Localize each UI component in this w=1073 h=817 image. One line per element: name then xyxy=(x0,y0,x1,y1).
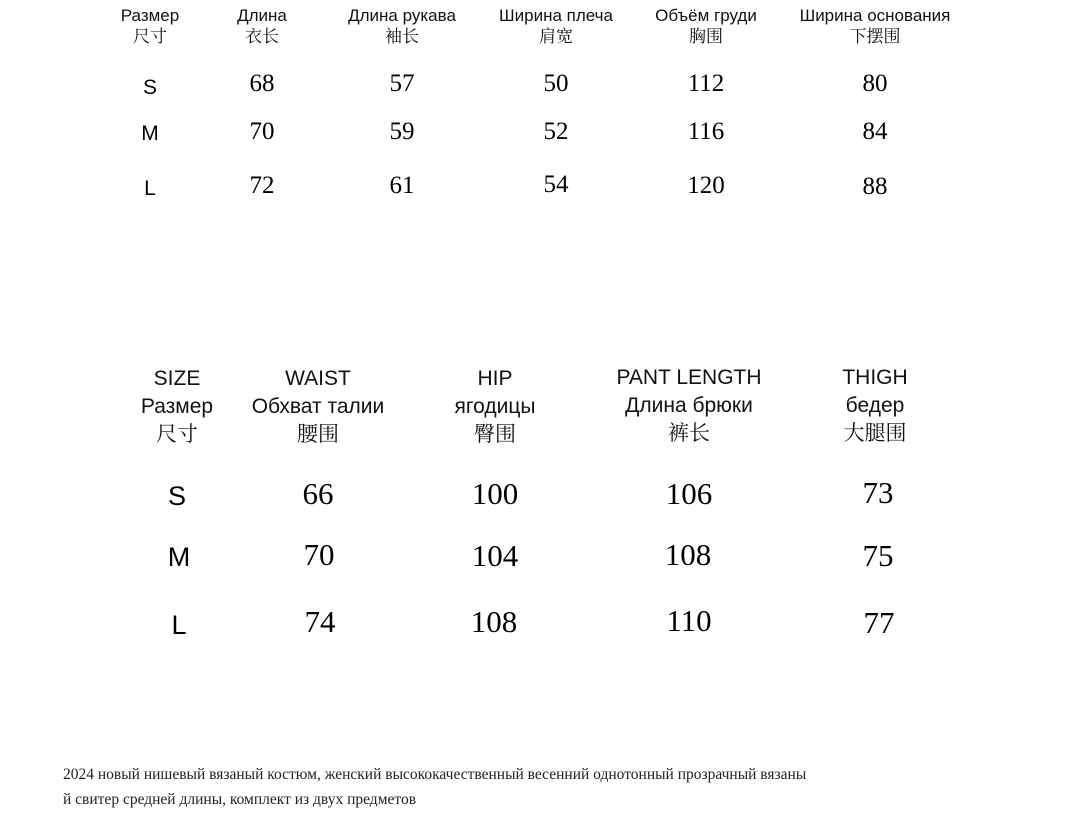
header-thigh-zh: 大腿围 xyxy=(843,422,907,445)
table-cell: 73 xyxy=(862,475,894,510)
product-description xyxy=(63,762,963,812)
header-length xyxy=(237,5,287,47)
table-cell: 52 xyxy=(543,118,569,145)
header-size xyxy=(141,365,213,449)
table-cell: 66 xyxy=(302,476,334,511)
row-size-label: S xyxy=(142,76,158,99)
table-cell: 108 xyxy=(664,537,712,572)
header-shoulder-width xyxy=(499,5,613,47)
table-cell: 57 xyxy=(389,70,415,97)
header-hem-width xyxy=(800,5,951,47)
table-cell: 72 xyxy=(249,172,275,199)
table-cell: 100 xyxy=(471,476,519,511)
table-cell: 59 xyxy=(389,118,415,145)
header-length-zh: 衣长 xyxy=(245,27,279,46)
table-cell: 61 xyxy=(389,172,415,199)
table-cell: 54 xyxy=(543,171,569,198)
table-cell: 104 xyxy=(471,538,519,573)
header-thigh-ru: бедер xyxy=(845,394,905,417)
table-cell: 88 xyxy=(862,173,888,200)
row-size-label: M xyxy=(167,542,191,572)
header-shoulder-width-zh: 肩宽 xyxy=(538,27,573,46)
header-hip xyxy=(455,365,536,449)
header-size-en: SIZE xyxy=(153,367,201,390)
row-size-label: S xyxy=(167,481,187,511)
product-description-line-1: 2024 новый нишевый вязаный костюм, женский высококачественный весенний однотонный прозрачный вязаны xyxy=(63,766,807,783)
header-pant-length-ru: Длина брюки xyxy=(625,394,753,417)
table-cell: 116 xyxy=(687,118,725,145)
table-cell: 68 xyxy=(249,70,275,97)
table-cell: 70 xyxy=(249,118,275,145)
header-hip-en: HIP xyxy=(477,367,513,390)
header-waist-en: WAIST xyxy=(285,367,351,390)
header-pant-length-en: PANT LENGTH xyxy=(616,366,762,389)
product-description-line-2: й свитер средней длины, комплект из двух предметов xyxy=(63,791,417,808)
header-shoulder-width-ru: Ширина плеча xyxy=(499,6,613,25)
header-size-ru: Размер xyxy=(120,6,180,25)
header-waist xyxy=(252,365,385,449)
table-cell: 77 xyxy=(863,605,895,640)
header-hem-width-ru: Ширина основания xyxy=(799,6,951,25)
table-cell: 112 xyxy=(687,70,725,97)
header-chest xyxy=(655,5,757,47)
table-cell: 108 xyxy=(470,604,518,639)
header-pant-length-zh: 裤长 xyxy=(668,422,710,445)
row-size-label: L xyxy=(144,177,156,200)
row-size-label: L xyxy=(171,610,187,640)
header-size xyxy=(121,5,179,47)
table-cell: 110 xyxy=(666,603,712,638)
header-size-zh: 尺寸 xyxy=(133,27,167,46)
header-sleeve-length xyxy=(348,5,456,47)
header-thigh xyxy=(842,364,907,448)
header-thigh-en: THIGH xyxy=(842,366,908,389)
header-hip-ru: ягодицы xyxy=(454,395,536,418)
header-size-zh: 尺寸 xyxy=(156,423,198,446)
header-hip-zh: 臀围 xyxy=(474,423,516,446)
table-cell: 120 xyxy=(687,172,725,199)
header-sleeve-length-zh: 袖长 xyxy=(384,27,419,46)
header-chest-ru: Объём груди xyxy=(655,6,757,25)
header-size-ru: Размер xyxy=(140,395,214,418)
table-cell: 106 xyxy=(665,476,713,511)
header-waist-ru: Обхват талии xyxy=(251,395,385,418)
table-cell: 50 xyxy=(543,70,569,97)
header-waist-zh: 腰围 xyxy=(296,423,339,446)
header-hem-width-zh: 下摆围 xyxy=(849,27,901,46)
header-sleeve-length-ru: Длина рукава xyxy=(348,6,456,25)
row-size-label: M xyxy=(141,122,159,145)
table-cell: 74 xyxy=(304,604,336,639)
header-length-ru: Длина xyxy=(237,6,287,25)
table-cell: 84 xyxy=(862,118,888,145)
header-chest-zh: 胸围 xyxy=(688,27,723,46)
table-cell: 80 xyxy=(862,70,888,97)
table-cell: 75 xyxy=(862,538,894,573)
header-pant-length xyxy=(616,364,761,448)
table-cell: 70 xyxy=(303,537,335,572)
